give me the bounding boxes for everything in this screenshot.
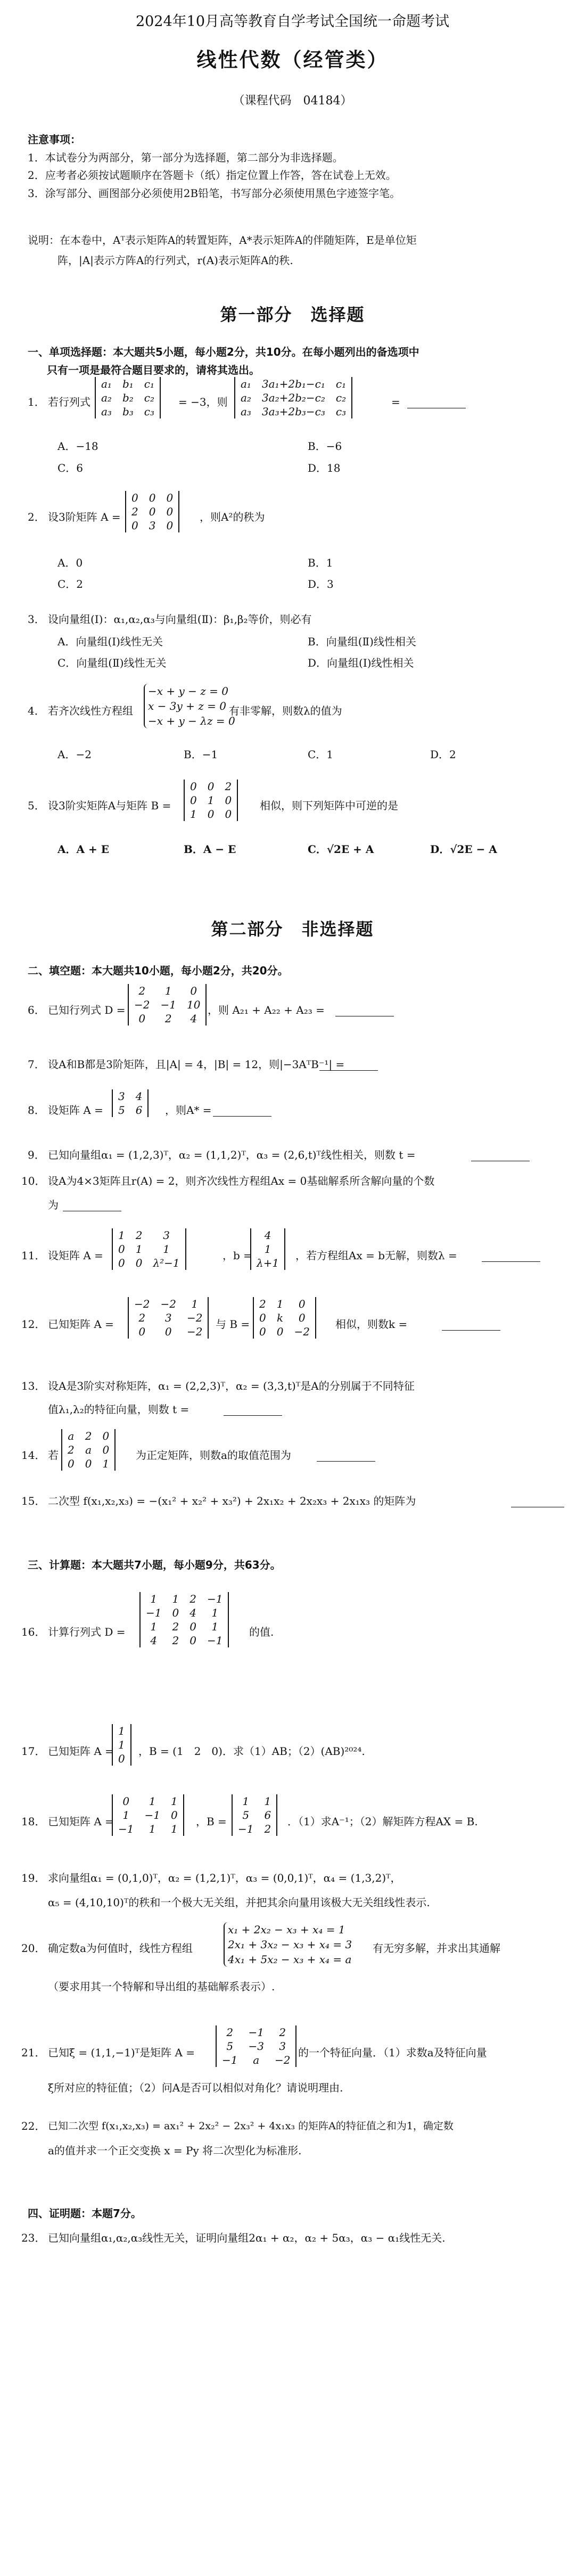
- matrix-cell: a: [253, 2054, 260, 2066]
- matrix-cell: 4: [135, 1090, 143, 1103]
- matrix-cell: 0: [190, 780, 197, 793]
- matrix-cell: a₁: [101, 378, 112, 390]
- matrix-cell: a₂: [241, 391, 251, 404]
- answer-blank[interactable]: [442, 1320, 500, 1331]
- matrix: [112, 1228, 186, 1270]
- matrix-cell: 10: [186, 998, 201, 1011]
- matrix-cell: 0: [166, 505, 174, 518]
- question-text: = −3，则: [178, 396, 228, 408]
- option-a: A．0: [57, 556, 83, 569]
- vector: [112, 1724, 131, 1766]
- question-number: 11．: [21, 1249, 46, 1262]
- option-a: A．向量组(Ⅰ)线性无关: [57, 635, 163, 648]
- equation-line: x − 3y + z = 0: [148, 700, 226, 712]
- matrix-cell: −2: [274, 2054, 291, 2066]
- matrix-cell: 0: [189, 1620, 196, 1633]
- explanation-line: 说明：在本卷中，Aᵀ表示矩阵A的转置矩阵，A*表示矩阵A的伴随矩阵，E是单位矩: [28, 234, 417, 247]
- matrix-cell: 2: [172, 1634, 179, 1647]
- matrix-cell: 1: [207, 794, 215, 807]
- question-number: 17．: [21, 1745, 46, 1758]
- section-heading: 四、证明题：本题7分。: [28, 2207, 142, 2220]
- question-number: 15．: [21, 1495, 46, 1507]
- determinant: [95, 377, 161, 419]
- answer-blank[interactable]: [335, 1006, 394, 1016]
- matrix-cell: 1: [163, 1243, 170, 1256]
- matrix-cell: 2: [172, 1620, 179, 1633]
- matrix-cell: 5: [118, 1104, 125, 1117]
- matrix-cell: a₃: [241, 405, 251, 418]
- question-text: 已知向量组α₁ = (1,2,3)ᵀ，α₂ = (1,1,2)ᵀ，α₃ = (2,6,t)ᵀ线性相关，则数 t =: [48, 1148, 416, 1161]
- answer-blank[interactable]: [407, 398, 466, 408]
- determinant: [128, 984, 207, 1026]
- matrix-cell: 4: [190, 1012, 197, 1025]
- matrix: [125, 491, 179, 532]
- question-text: α₅ = (4,10,10)ᵀ的秩和一个极大无关组，并把其余向量用该极大无关组线性表示.: [48, 1896, 430, 1909]
- question-text: 若行列式: [48, 396, 90, 408]
- question-text: 的值.: [249, 1626, 274, 1638]
- matrix-cell: −1: [207, 1634, 223, 1647]
- question-number: 14．: [21, 1449, 46, 1462]
- matrix-cell: 0: [225, 808, 232, 821]
- matrix-cell: 1: [211, 1606, 219, 1619]
- question-text: =: [391, 396, 400, 408]
- matrix-cell: 2: [226, 2026, 234, 2039]
- explanation-line: 阵，|A|表示方阵A的行列式，r(A)表示矩阵A的秩.: [57, 254, 293, 267]
- matrix-cell: a₃: [101, 405, 112, 418]
- matrix-cell: 0: [190, 794, 197, 807]
- question-text: 已知向量组α₁,α₂,α₃线性无关，证明向量组2α₁ + α₂，α₂ + 5α₃，α₃ − α₁线性无关.: [48, 2232, 446, 2244]
- matrix-cell: 1: [191, 1298, 199, 1310]
- matrix-cell: −1: [222, 2054, 238, 2066]
- matrix-cell: −2: [186, 1311, 203, 1324]
- option-d: D．18: [308, 462, 341, 474]
- determinant: [139, 1592, 229, 1647]
- matrix-cell: 4: [150, 1634, 158, 1647]
- matrix-cell: a: [85, 1443, 92, 1456]
- matrix-cell: −2: [186, 1325, 203, 1338]
- question-text: 有非零解，则数λ的值为: [229, 704, 342, 717]
- notice-item: 3．涂写部分、画图部分必须使用2B铅笔，书写部分必须使用黑色字迹签字笔。: [28, 187, 401, 200]
- answer-blank[interactable]: [482, 1252, 540, 1262]
- matrix-cell: 1: [164, 985, 172, 997]
- matrix-cell: 3: [118, 1090, 125, 1103]
- question-text: 为正定矩阵，则数a的取值范围为: [136, 1449, 291, 1462]
- matrix-cell: 2: [138, 1311, 146, 1324]
- question-text: ，则A²的秩为: [200, 511, 265, 523]
- matrix-cell: 0: [172, 1606, 179, 1619]
- matrix-cell: 1: [264, 1795, 271, 1808]
- matrix: [232, 1794, 277, 1836]
- question-text: ，b =: [223, 1249, 252, 1262]
- answer-blank[interactable]: [319, 1061, 378, 1071]
- matrix-cell: 2: [131, 505, 138, 518]
- matrix-cell: 1: [118, 1725, 125, 1737]
- matrix-cell: 0: [122, 1795, 130, 1808]
- question-number: 4．: [28, 704, 45, 717]
- vector: [250, 1228, 285, 1270]
- option-d: D．2: [430, 748, 456, 761]
- question-text: 设3阶矩阵 A =: [48, 511, 121, 523]
- matrix: [128, 1297, 209, 1339]
- part2-title: 第二部分 非选择题: [211, 919, 374, 939]
- equation-line: 2x₁ + 3x₂ − x₃ + x₄ = 3: [228, 1938, 352, 1951]
- question-number: 10．: [21, 1175, 46, 1187]
- matrix-cell: 1: [242, 1795, 250, 1808]
- question-text: ，若方程组Ax = b无解，则数λ =: [295, 1249, 457, 1262]
- matrix-cell: −1: [160, 998, 176, 1011]
- matrix-cell: 4: [264, 1229, 271, 1242]
- matrix-cell: 6: [135, 1104, 143, 1117]
- question-text: 已知矩阵 A =: [48, 1745, 114, 1758]
- matrix-cell: λ²−1: [153, 1257, 180, 1269]
- matrix: [184, 780, 238, 821]
- matrix-cell: 2: [189, 1593, 196, 1605]
- question-text: 若齐次线性方程组: [48, 704, 133, 717]
- question-text: ，则A* =: [165, 1104, 212, 1117]
- section-heading: 三、计算题：本大题共7小题，每小题9分，共63分。: [28, 1558, 281, 1571]
- question-text: ．（1）求A⁻¹；（2）解矩阵方程AX = B.: [287, 1815, 478, 1828]
- question-text: 已知矩阵 A =: [48, 1815, 114, 1828]
- matrix-cell: 0: [68, 1457, 75, 1470]
- matrix-cell: c₂: [144, 391, 154, 404]
- matrix-cell: −3: [248, 2040, 264, 2053]
- matrix-cell: 2: [259, 1298, 266, 1310]
- question-text: 若: [48, 1449, 59, 1462]
- matrix-cell: 0: [149, 491, 156, 504]
- matrix-cell: c₃: [144, 405, 154, 418]
- matrix-cell: 0: [166, 491, 174, 504]
- matrix-cell: 3: [164, 1311, 172, 1324]
- question-number: 6．: [28, 1004, 45, 1016]
- matrix: [216, 2025, 296, 2067]
- matrix-cell: 2: [279, 2026, 286, 2039]
- matrix-cell: 1: [102, 1457, 110, 1470]
- option-b: B．A − E: [184, 843, 236, 856]
- matrix-cell: −2: [160, 1298, 176, 1310]
- matrix-cell: 0: [138, 1325, 146, 1338]
- equation-system: [224, 1922, 352, 1967]
- question-text: 为: [48, 1199, 59, 1211]
- option-b: B．−6: [308, 440, 342, 453]
- matrix-cell: 1: [150, 1593, 158, 1605]
- option-b: B．向量组(Ⅱ)线性相关: [308, 635, 416, 648]
- matrix-cell: 4: [189, 1606, 196, 1619]
- matrix-cell: −1: [146, 1606, 162, 1619]
- question-text: 设A为4×3矩阵且r(A) = 2，则齐次线性方程组Ax = 0基础解系所含解向量的个数: [48, 1175, 435, 1187]
- equation-line: −x + y − λz = 0: [148, 715, 235, 727]
- matrix-cell: 1: [172, 1593, 179, 1605]
- matrix-cell: 0: [259, 1311, 266, 1324]
- question-text: ，B = (1 2 0)．求（1）AB；（2）(AB)²⁰²⁴.: [138, 1745, 365, 1758]
- matrix-cell: a₂: [101, 391, 112, 404]
- question-text: 已知二次型 f(x₁,x₂,x₃) = ax₁² + 2x₂² − 2x₃² + 4x₁x₃ 的矩阵A的特征值之和为1，确定数: [48, 2120, 454, 2132]
- matrix-cell: 1: [150, 1620, 158, 1633]
- question-text: 值λ₁,λ₂的特征向量，则数 t =: [48, 1403, 189, 1416]
- matrix: [253, 1297, 316, 1339]
- question-text: 的一个特征向量．（1）求数a及特征向量: [298, 2046, 487, 2059]
- question-number: 5．: [28, 799, 45, 812]
- question-number: 7．: [28, 1058, 45, 1071]
- matrix-cell: 0: [225, 794, 232, 807]
- question-number: 23．: [21, 2232, 46, 2244]
- question-number: 18．: [21, 1815, 46, 1828]
- answer-blank[interactable]: [511, 1497, 564, 1507]
- question-text: ，B =: [196, 1815, 227, 1828]
- matrix-cell: c₁: [335, 378, 347, 390]
- matrix-cell: b₁: [122, 378, 134, 390]
- matrix-cell: 1: [149, 1795, 156, 1808]
- matrix-cell: b₂: [122, 391, 134, 404]
- matrix-cell: 0: [298, 1311, 306, 1324]
- question-number: 3．: [28, 613, 45, 626]
- option-c: C．2: [57, 578, 84, 590]
- matrix-cell: 2: [138, 985, 146, 997]
- matrix-cell: 3a₂+2b₂−c₂: [261, 391, 325, 404]
- matrix-cell: 0: [102, 1443, 110, 1456]
- matrix-cell: k: [277, 1311, 284, 1324]
- section-heading: 一、单项选择题：本大题共5小题，每小题2分，共10分。在每小题列出的备选项中: [28, 346, 419, 358]
- option-a: A．A + E: [57, 843, 109, 856]
- option-c: C．向量组(Ⅱ)线性无关: [57, 657, 167, 669]
- matrix-cell: 0: [131, 519, 138, 532]
- question-number: 16．: [21, 1626, 46, 1638]
- matrix-cell: 3: [149, 519, 156, 532]
- question-text: 设A和B都是3阶矩阵，且|A| = 4，|B| = 12，则|−3AᵀB⁻¹| =: [48, 1058, 345, 1071]
- determinant: [234, 377, 352, 419]
- subject-title: 线性代数（经管类）: [196, 48, 389, 71]
- matrix-cell: −1: [248, 2026, 264, 2039]
- matrix-cell: 3a₃+2b₃−c₃: [261, 405, 325, 418]
- matrix-cell: c₁: [144, 378, 154, 390]
- option-c: C．6: [57, 462, 84, 474]
- section-heading: 二、填空题：本大题共10小题，每小题2分，共20分。: [28, 964, 289, 977]
- question-text: 设矩阵 A =: [48, 1249, 103, 1262]
- matrix-cell: −2: [134, 998, 150, 1011]
- question-number: 9．: [28, 1148, 45, 1161]
- matrix-cell: 0: [164, 1325, 172, 1338]
- matrix-cell: 1: [122, 1809, 130, 1822]
- matrix-cell: 1: [190, 808, 197, 821]
- matrix-cell: 1: [149, 1823, 156, 1835]
- matrix-cell: 0: [135, 1257, 143, 1269]
- section-heading: 只有一项是最符合题目要求的，请将其选出。: [47, 364, 260, 376]
- question-text: a的值并求一个正交变换 x = Py 将二次型化为标准形.: [48, 2144, 302, 2157]
- matrix-cell: 5: [242, 1809, 250, 1822]
- matrix-cell: 1: [170, 1795, 178, 1808]
- question-text: 设3阶实矩阵A与矩阵 B =: [48, 799, 171, 812]
- answer-blank[interactable]: [471, 1151, 530, 1161]
- matrix-cell: 0: [166, 519, 174, 532]
- question-text: 与 B =: [216, 1318, 250, 1331]
- matrix-cell: 3: [163, 1229, 170, 1242]
- option-b: B．1: [308, 556, 333, 569]
- matrix-cell: 3: [279, 2040, 286, 2053]
- option-d: D．√2E − A: [430, 843, 497, 856]
- option-c: C．√2E + A: [308, 843, 374, 856]
- question-number: 1．: [28, 396, 45, 408]
- matrix: [61, 1429, 116, 1471]
- question-number: 21．: [21, 2046, 46, 2059]
- course-code: （课程代码 04184）: [233, 94, 352, 108]
- matrix-cell: −1: [118, 1823, 134, 1835]
- matrix-cell: 0: [131, 491, 138, 504]
- answer-blank[interactable]: [213, 1106, 271, 1117]
- matrix-cell: 0: [149, 505, 156, 518]
- equation-line: x₁ + 2x₂ − x₃ + x₄ = 1: [228, 1923, 345, 1936]
- matrix-cell: 0: [85, 1457, 92, 1470]
- matrix-cell: 5: [226, 2040, 234, 2053]
- option-a: A．−18: [57, 440, 98, 453]
- matrix-cell: c₃: [335, 405, 347, 418]
- question-text: 已知矩阵 A =: [48, 1318, 114, 1331]
- matrix-cell: 3a₁+2b₁−c₁: [261, 378, 325, 390]
- answer-blank[interactable]: [317, 1451, 375, 1462]
- question-text: 已知ξ = (1,1,−1)ᵀ是矩阵 A =: [48, 2046, 195, 2059]
- question-number: 8．: [28, 1104, 45, 1117]
- matrix-cell: −1: [144, 1809, 160, 1822]
- matrix-cell: 1: [276, 1298, 284, 1310]
- matrix-cell: 2: [164, 1012, 172, 1025]
- question-number: 19．: [21, 1872, 46, 1884]
- question-text: 已知行列式 D =: [48, 1004, 126, 1016]
- question-text: 确定数a为何值时，线性方程组: [48, 1942, 193, 1955]
- matrix-cell: 1: [135, 1243, 143, 1256]
- matrix-cell: 0: [298, 1298, 306, 1310]
- question-text: 求向量组α₁ = (0,1,0)ᵀ，α₂ = (1,2,1)ᵀ，α₃ = (0,0,1)ᵀ，α₄ = (1,3,2)ᵀ，: [48, 1872, 401, 1884]
- equation-line: 4x₁ + 5x₂ − x₃ + x₄ = a: [228, 1953, 352, 1966]
- matrix-cell: −1: [238, 1823, 254, 1835]
- matrix-cell: 0: [138, 1012, 146, 1025]
- matrix-cell: 0: [276, 1325, 284, 1338]
- question-text: 计算行列式 D =: [48, 1626, 126, 1638]
- notice-title: 注意事项：: [28, 133, 81, 146]
- notice-item: 1．本试卷分为两部分，第一部分为选择题，第二部分为非选择题。: [28, 151, 343, 164]
- option-a: A．−2: [57, 748, 92, 761]
- question-text: 相似，则下列矩阵中可逆的是: [260, 799, 398, 812]
- question-text: 设向量组(Ⅰ)：α₁,α₂,α₃与向量组(Ⅱ)：β₁,β₂等价，则必有: [48, 613, 312, 626]
- option-c: C．1: [308, 748, 334, 761]
- matrix-cell: 0: [207, 808, 215, 821]
- matrix-cell: −2: [134, 1298, 150, 1310]
- matrix-cell: 1: [211, 1620, 219, 1633]
- matrix-cell: 2: [264, 1823, 271, 1835]
- matrix-cell: 6: [264, 1809, 271, 1822]
- matrix: [112, 1089, 149, 1117]
- matrix-cell: 0: [259, 1325, 266, 1338]
- question-number: 13．: [21, 1380, 46, 1392]
- matrix-cell: 0: [170, 1809, 178, 1822]
- exam-title: 2024年10月高等教育自学考试全国统一命题考试: [135, 13, 450, 30]
- matrix-cell: c₂: [335, 391, 347, 404]
- question-number: 22．: [21, 2120, 46, 2132]
- matrix-cell: −2: [294, 1325, 310, 1338]
- equation-system: [144, 684, 235, 728]
- matrix-cell: 0: [102, 1430, 110, 1442]
- matrix-cell: a₁: [241, 378, 251, 390]
- part1-title: 第一部分 选择题: [220, 305, 365, 325]
- matrix-cell: 0: [118, 1243, 125, 1256]
- matrix-cell: a: [68, 1430, 75, 1442]
- notice-item: 2．应考者必须按试题顺序在答题卡（纸）指定位置上作答，答在试卷上无效。: [28, 169, 397, 182]
- question-number: 2．: [28, 511, 45, 523]
- matrix-cell: 0: [118, 1257, 125, 1269]
- question-text: 相似，则数k =: [335, 1318, 408, 1331]
- matrix-cell: λ+1: [257, 1257, 279, 1269]
- question-number: 12．: [21, 1318, 46, 1331]
- question-text: ξ所对应的特征值；（2）问A是否可以相似对角化？请说明理由.: [48, 2081, 343, 2094]
- question-number: 20．: [21, 1942, 46, 1955]
- matrix-cell: b₃: [122, 405, 134, 418]
- equation-line: −x + y − z = 0: [148, 685, 229, 698]
- matrix-cell: 0: [118, 1752, 125, 1765]
- matrix-cell: −1: [207, 1593, 223, 1605]
- matrix-cell: 0: [207, 780, 215, 793]
- matrix: [112, 1794, 184, 1836]
- option-b: B．−1: [184, 748, 218, 761]
- matrix-cell: 2: [68, 1443, 75, 1456]
- option-d: D．3: [308, 578, 334, 590]
- matrix-cell: 0: [190, 985, 197, 997]
- matrix-cell: 2: [225, 780, 232, 793]
- matrix-cell: 1: [118, 1738, 125, 1751]
- question-text: 设A是3阶实对称矩阵，α₁ = (2,2,3)ᵀ，α₂ = (3,3,t)ᵀ是A的分别属于不同特征: [48, 1380, 415, 1392]
- question-text: 二次型 f(x₁,x₂,x₃) = −(x₁² + x₂² + x₃²) + 2x₁x₂ + 2x₂x₃ + 2x₁x₃ 的矩阵为: [48, 1495, 416, 1507]
- question-text: 有无穷多解，并求出其通解: [373, 1942, 500, 1955]
- matrix-cell: 1: [170, 1823, 178, 1835]
- question-text: ，则 A₂₁ + A₂₂ + A₂₃ =: [208, 1004, 325, 1016]
- matrix-cell: 0: [189, 1634, 196, 1647]
- matrix-cell: 2: [135, 1229, 143, 1242]
- matrix-cell: 1: [264, 1243, 271, 1256]
- matrix-cell: 2: [85, 1430, 92, 1442]
- answer-blank[interactable]: [224, 1406, 282, 1416]
- matrix-cell: 1: [118, 1229, 125, 1242]
- option-d: D．向量组(Ⅰ)线性相关: [308, 657, 414, 669]
- question-text: （要求用其一个特解和导出组的基础解系表示）.: [48, 1980, 275, 1993]
- answer-blank[interactable]: [63, 1201, 121, 1211]
- question-text: 设矩阵 A =: [48, 1104, 103, 1117]
